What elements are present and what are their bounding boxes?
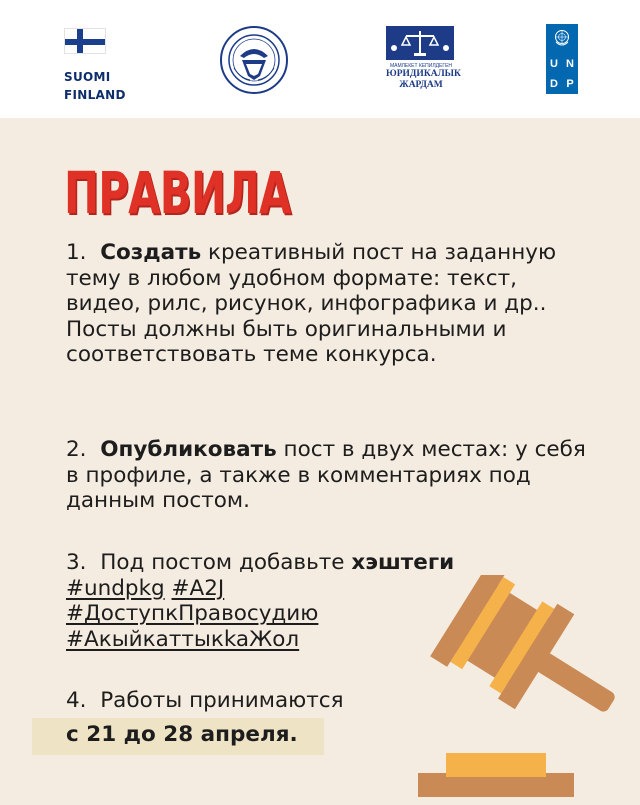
- rule-1: [66, 240, 586, 368]
- hashtag-a2j[interactable]: #A2J: [171, 575, 225, 601]
- undp-letter-u: U: [550, 58, 558, 70]
- finland-line2: FINLAND: [64, 88, 126, 102]
- legal-aid-logo: [386, 26, 461, 91]
- undp-letter-d: D: [550, 78, 558, 90]
- rule-1-text: креативный пост на заданную тему в любом удобном формате: текст, видео, рилс, рисунок, инфографика и др.. Посты должны быть оригинальными и соответствовать теме конкурса.: [66, 240, 557, 367]
- rule-3-number: 3.: [66, 550, 87, 575]
- rule-4-number: 4.: [66, 688, 87, 713]
- rule-4: [66, 688, 344, 755]
- hashtag-undpkg[interactable]: #undpkg: [66, 575, 165, 601]
- page-title: ПРАВИЛА: [64, 159, 291, 227]
- undp-logo: [546, 24, 578, 94]
- un-emblem-icon: [554, 29, 570, 52]
- undp-letter-p: P: [566, 78, 574, 90]
- legal-aid-line1: ЮРИДИКАЛЫК: [386, 69, 461, 79]
- rule-1-number: 1.: [66, 240, 87, 265]
- gavel-icon: [400, 575, 640, 805]
- finland-flag-icon: [64, 28, 106, 54]
- hashtag-akyikattykka-jol[interactable]: #АкыйкаттыкkaЖол: [66, 626, 300, 652]
- finland-logo: [64, 28, 134, 104]
- rule-4-date-highlight: с 21 до 28 апреля.: [32, 718, 324, 756]
- ministry-of-justice-seal-icon: [220, 24, 288, 101]
- hashtag-dostup-k-pravosudiyu[interactable]: #ДоступкПравосудию: [66, 601, 319, 626]
- legal-aid-line2: ЖАРДАМ: [399, 80, 443, 90]
- legal-aid-logo-icon: [386, 26, 454, 60]
- rule-1-bold: Создать: [100, 240, 202, 265]
- rule-2-bold: Опубликовать: [100, 437, 277, 462]
- rule-4-text: Работы принимаются: [100, 688, 344, 713]
- finland-line1: SUOMI: [64, 70, 111, 84]
- rule-2: [66, 437, 586, 514]
- rule-2-number: 2.: [66, 437, 87, 462]
- rule-2-text: пост в двух местах: у себя в профиле, а также в комментариях под данным постом.: [66, 437, 586, 513]
- undp-letter-n: N: [566, 58, 574, 70]
- rule-3-bold: хэштеги: [351, 550, 455, 575]
- rule-3: [66, 550, 454, 652]
- legal-aid-top-text: МАМЛЕКЕТ КЕПИЛДЕГЕН: [389, 63, 453, 69]
- rule-3-text: Под постом добавьте: [100, 550, 352, 575]
- header-bar: [0, 0, 640, 118]
